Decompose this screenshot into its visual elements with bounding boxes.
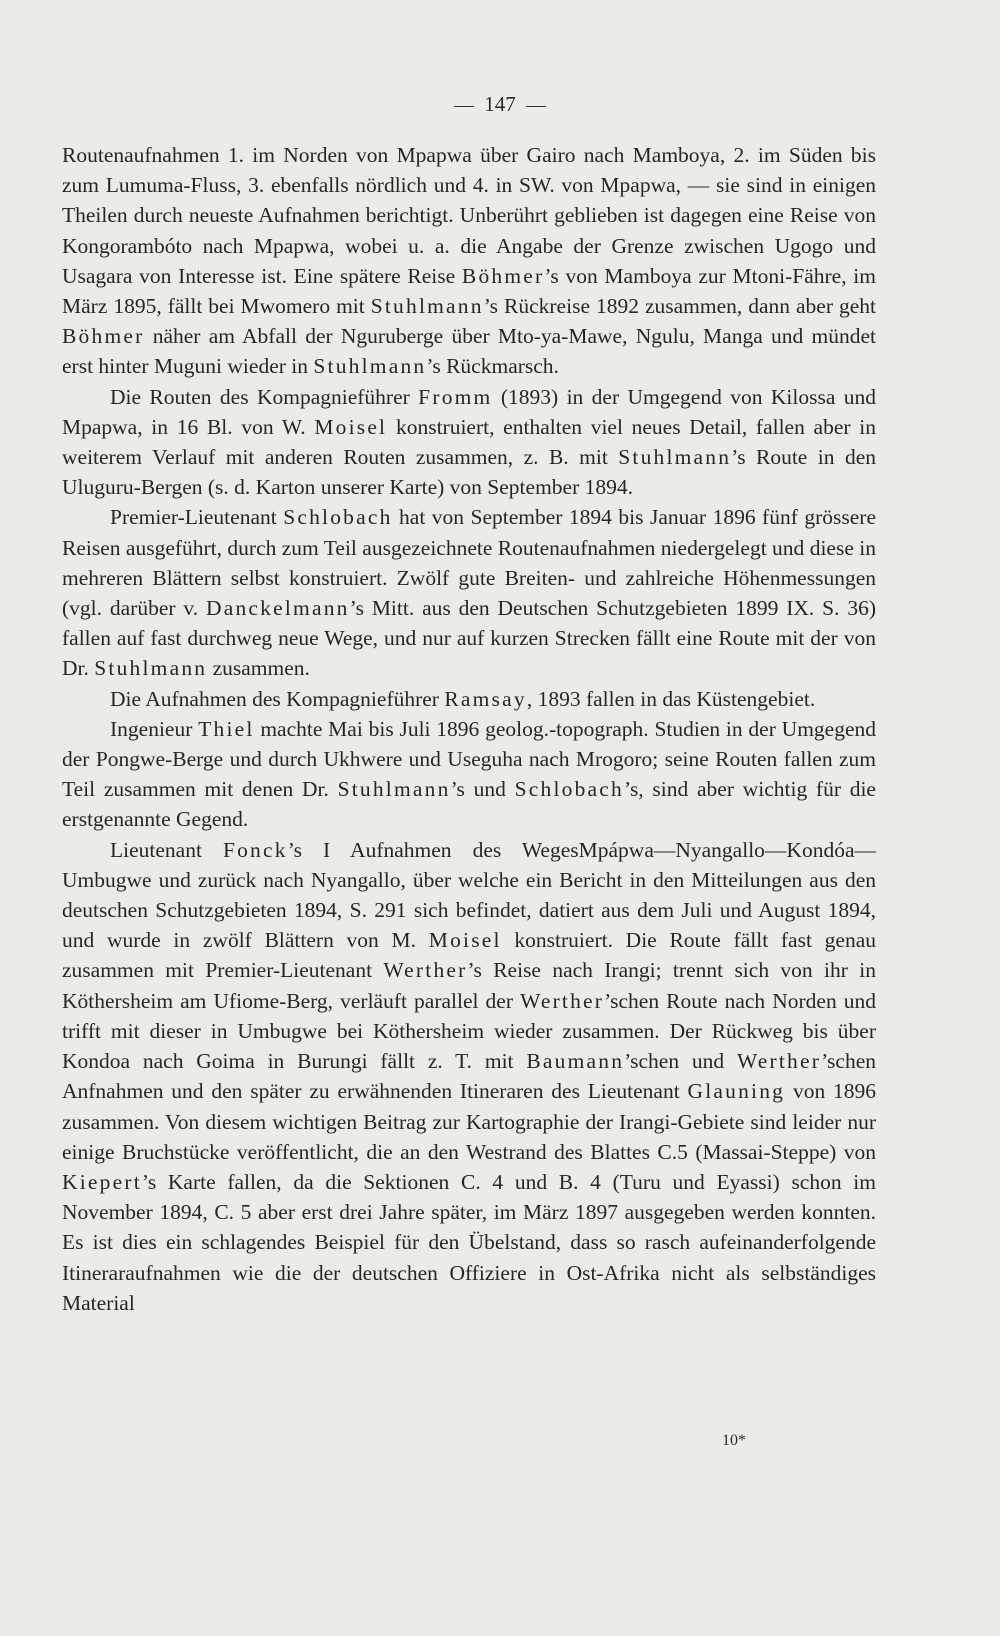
spaced-name: Fonck	[222, 837, 288, 862]
text-run: ’s von Mamboya zur Mtoni-Fähre, im März 1895, fällt bei Mwomero mit	[62, 263, 876, 319]
text-run: ’schen Route nach Norden und trifft mit dieser in Umbugwe bei Köthersheim wieder zusammen. Der Rückweg bis über Kondoa nach Goima in Burungi fällt z. T. mit	[62, 988, 876, 1074]
spaced-name: Ramsay	[444, 686, 527, 711]
spaced-name: Moisel	[428, 928, 502, 953]
text-run: konstruiert, enthalten viel neues Detail, fallen aber in weiterem Verlauf mit anderen Routen zusammen, z. B. mit	[62, 414, 876, 470]
text-run: Premier-Lieutenant	[110, 505, 284, 530]
spaced-name: Glauning	[687, 1079, 786, 1104]
text-run: ’s Route in den Uluguru-Bergen (s. d. Karton unserer Karte) von September 1894.	[62, 445, 876, 500]
text-run: ’schen Anfnahmen und den später zu erwähnenden Itineraren des Lieutenant	[62, 1049, 876, 1104]
text-run: ’s Reise nach Irangi; trennt sich von ihr in Köthersheim am Ufiome-Berg, verläuft parallel der	[62, 958, 876, 1013]
text-run: , 1893 fallen in das Küstengebiet.	[526, 686, 816, 711]
text-run: Die Aufnahmen des Kompagnieführer	[110, 686, 445, 711]
text-run: Ingenieur	[110, 716, 199, 741]
spaced-name: Baumann	[526, 1049, 625, 1074]
header-dash-left	[454, 106, 474, 107]
paragraph	[62, 714, 876, 835]
text-run: ’s I Aufnahmen des WegesMpápwa—Nyangallo—Kondóa—Umbugwe und zurück nach Nyangallo, über welche ein Bericht in den Mitteilungen aus den deutschen Schutzgebieten 1894, S. 291 sich befindet, datiert aus dem Juli und August 1894, und wurde in zwölf Blättern von M.	[62, 837, 876, 953]
header-dash-right	[526, 106, 546, 107]
page-header	[0, 92, 1000, 117]
text-run: Routenaufnahmen 1. im Norden von Mpapwa über Gairo nach Mamboya, 2. im Süden bis zum Lumuma-Fluss, 3. ebenfalls nördlich und 4. in SW. von Mpapwa, — sie sind in einigen Theilen durch neueste Aufnahmen berichtigt. Unberührt geblieben ist dagegen eine Reise von Kongorambóto nach Mpapwa, wobei u. a. die Angabe der Grenze zwischen Ugogo und Usagara von Interesse ist. Eine spätere Reise	[62, 143, 876, 288]
text-run: ’s und	[450, 777, 515, 802]
spaced-name: Stuhlmann	[94, 656, 208, 681]
text-run: hat von September 1894 bis Januar 1896 fünf grössere Reisen ausgeführt, durch zum Teil ausgezeichnete Routenaufnahmen niedergelegt und diese in mehreren Blättern selbst konstruiert. Zwölf gute Breiten- und zahlreiche Höhenmessungen (vgl. darüber v.	[62, 505, 876, 621]
spaced-name: Böhmer	[62, 324, 145, 349]
text-run: näher am Abfall der Nguruberge über Mto-ya-Mawe, Ngulu, Manga und mündet erst hinter Muguni wieder in	[62, 324, 876, 379]
body-text	[62, 140, 876, 1318]
signature-mark: 10*	[722, 1432, 746, 1449]
text-run: konstruiert. Die Route fällt fast genau zusammen mit Premier-Lieutenant	[62, 928, 876, 983]
paragraph	[62, 502, 876, 683]
text-run: ’s Karte fallen, da die Sektionen C. 4 und B. 4 (Turu und Eyassi) schon im November 1894, C. 5 aber erst drei Jahre später, im März 1897 ausgegeben werden konnten. Es ist dies ein schlagendes Beispiel für den Übelstand, dass so rasch aufeinanderfolgende Itineraraufnahmen wie die der deutschen Offiziere in Ost-Afrika nicht als selbständiges Material	[62, 1169, 876, 1315]
spaced-name: Böhmer	[461, 263, 545, 288]
spaced-name: Stuhlmann	[618, 445, 732, 470]
spaced-name: Werther	[736, 1049, 822, 1074]
paragraph	[62, 835, 876, 1318]
paragraph	[62, 684, 876, 714]
text-run: ’schen und	[624, 1049, 737, 1074]
spaced-name: Schlobach	[514, 777, 624, 802]
paragraph	[62, 140, 876, 382]
spaced-name: Stuhlmann	[313, 354, 427, 379]
text-run: ’s Rückmarsch.	[426, 354, 559, 379]
text-run: zusammen.	[207, 656, 310, 681]
text-run: von 1896 zusammen. Von diesem wichtigen Beitrag zur Kartographie der Irangi-Gebiete sind leider nur einige Bruchstücke veröffentlicht, die an den Westrand des Blattes C.5 (Massai-Steppe) von	[62, 1079, 877, 1164]
spaced-name: Thiel	[198, 716, 255, 741]
spaced-name: Werther	[383, 958, 468, 983]
spaced-name: Schlobach	[283, 505, 393, 530]
text-run: ’s, sind aber wichtig für die erstgenannte Gegend.	[62, 777, 876, 832]
spaced-name: Moisel	[314, 414, 388, 439]
text-run: Lieutenant	[110, 837, 223, 862]
page-number: 147	[484, 92, 516, 116]
spaced-name: Danckelmann	[206, 596, 350, 621]
text-run: ’s Mitt. aus den Deutschen Schutzgebieten 1899 IX. S. 36) fallen auf fast durchweg neue Wege, und nur auf kurzen Strecken fällt eine Route mit der von Dr.	[62, 596, 876, 681]
paragraph	[62, 382, 876, 503]
spaced-name: Werther	[520, 988, 605, 1013]
text-run: ’s Rückreise 1892 zusammen, dann aber geht	[483, 294, 876, 319]
spaced-name: Kiepert	[62, 1169, 142, 1194]
spaced-name: Stuhlmann	[337, 777, 451, 802]
text-run: (1893) in der Umgegend von Kilossa und Mpapwa, in 16 Bl. von W.	[62, 384, 876, 439]
text-run: Die Routen des Kompagnieführer	[110, 384, 419, 409]
text-run: machte Mai bis Juli 1896 geolog.-topograph. Studien in der Umgegend der Pongwe-Berge und durch Ukhwere und Useguha nach Mrogoro; seine Routen fallen zum Teil zusammen mit denen Dr.	[62, 716, 877, 802]
spaced-name: Fromm	[418, 384, 493, 409]
spaced-name: Stuhlmann	[370, 294, 484, 319]
